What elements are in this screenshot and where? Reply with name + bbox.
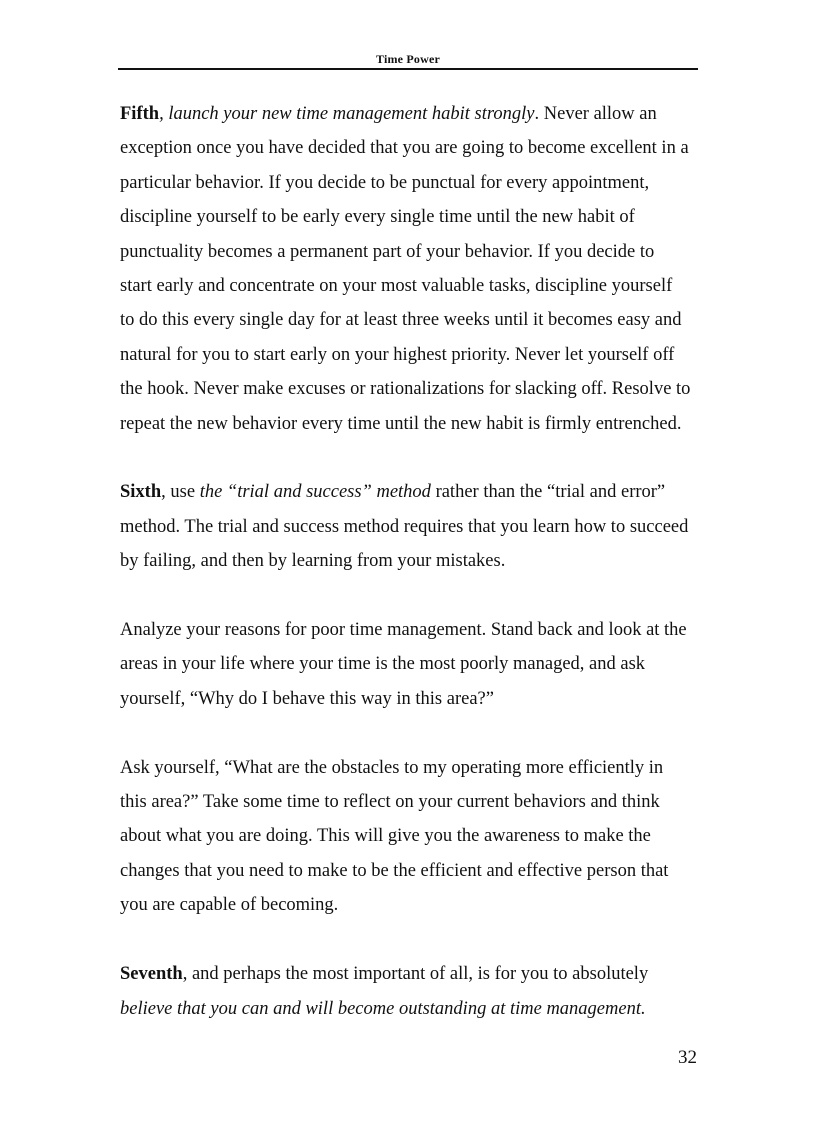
lead-italic: , launch your new time management habit strongly — [159, 104, 535, 124]
paragraph-line: particular behavior. If you decide to be punctual for every appointment, — [120, 172, 650, 193]
paragraph-line — [120, 964, 648, 984]
paragraph-line: discipline yourself to be early every single time until the new habit of — [120, 207, 635, 228]
paragraph-line: about what you are doing. This will give you the awareness to make the — [120, 826, 651, 847]
paragraph-line: the hook. Never make excuses or rationalizations for slacking off. Resolve to — [120, 379, 691, 400]
paragraph-fifth — [120, 97, 700, 441]
page-number: 32 — [678, 1047, 697, 1068]
lead-bold: Seventh — [120, 964, 183, 985]
paragraph-line: areas in your life where your time is the most poorly managed, and ask — [120, 654, 646, 675]
paragraph-line: you are capable of becoming. — [120, 895, 339, 916]
paragraph-line — [120, 482, 665, 502]
paragraph-line: start early and concentrate on your most valuable tasks, discipline yourself — [120, 276, 673, 297]
paragraph-sixth — [120, 475, 700, 578]
body-text — [120, 97, 700, 1060]
line-text: . Never allow an — [534, 104, 657, 124]
paragraph-line-italic: believe that you can and will become outstanding at time management. — [120, 998, 646, 1019]
paragraph-line: Analyze your reasons for poor time management. Stand back and look at the — [120, 620, 687, 641]
paragraph-line: to do this every single day for at least three weeks until it becomes easy and — [120, 310, 682, 331]
paragraph-analyze — [120, 613, 700, 716]
line-text: rather than the “trial and error” — [430, 482, 666, 503]
paragraph-line: yourself, “Why do I behave this way in this area?” — [120, 688, 494, 709]
paragraph-line: repeat the new behavior every time until the new habit is firmly entrenched. — [120, 413, 682, 434]
paragraph-line: changes that you need to make to be the efficient and effective person that — [120, 860, 669, 881]
paragraph-line: method. The trial and success method requires that you learn how to succeed — [120, 516, 689, 537]
paragraph-line: natural for you to start early on your highest priority. Never let yourself off — [120, 344, 675, 365]
paragraph-line: punctuality becomes a permanent part of your behavior. If you decide to — [120, 241, 655, 262]
paragraph-seventh — [120, 957, 700, 1026]
paragraph-line: Ask yourself, “What are the obstacles to my operating more efficiently in — [120, 757, 664, 778]
paragraph-ask — [120, 751, 700, 923]
paragraph-line: this area?” Take some time to reflect on your current behaviors and think — [120, 792, 660, 813]
paragraph-line: by failing, and then by learning from your mistakes. — [120, 551, 506, 572]
paragraph-line: exception once you have decided that you are going to become excellent in a — [120, 138, 689, 159]
lead-plain: , use — [161, 482, 200, 503]
running-head: Time Power — [375, 52, 441, 66]
lead-italic: the “trial and success” method — [199, 482, 431, 503]
line-text: , and perhaps the most important of all, is for you to absolutely — [182, 964, 649, 985]
paragraph-line — [120, 104, 657, 124]
lead-bold: Sixth — [120, 482, 162, 503]
lead-bold: Fifth — [120, 104, 160, 124]
header-rule — [118, 68, 698, 70]
